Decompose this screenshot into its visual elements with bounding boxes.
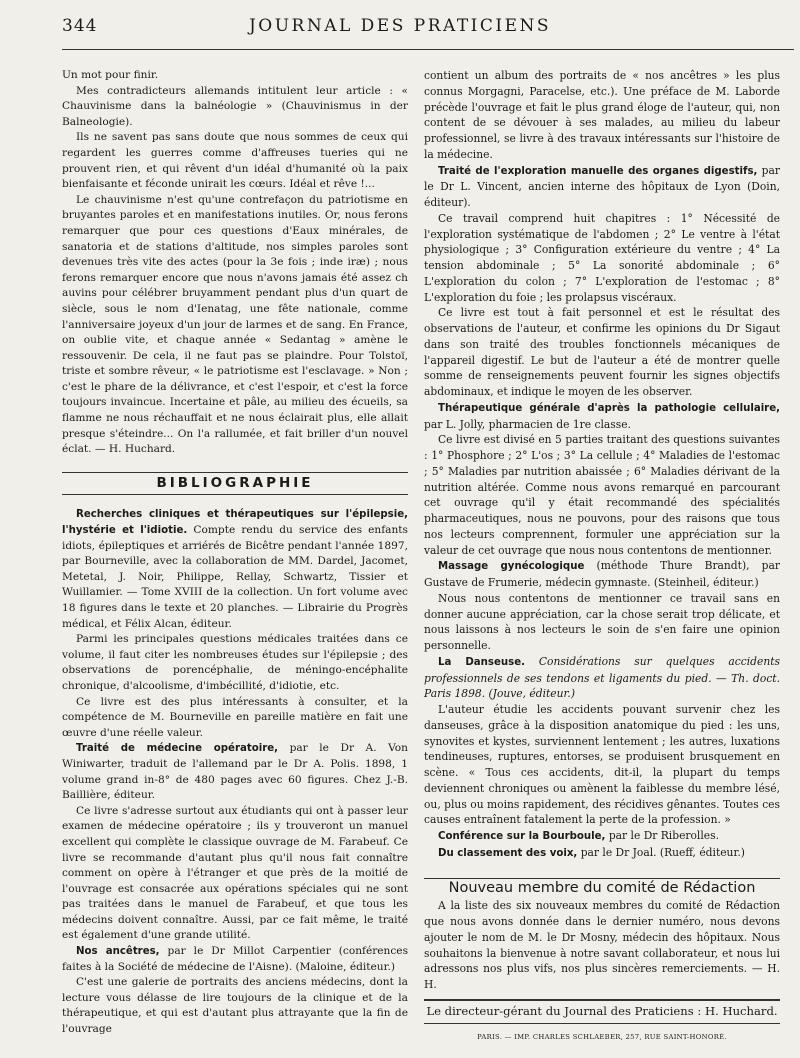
- paragraph: Nous nous contentons de mentionner ce travail sans en donner aucune appréciation, car la chose serait trop délicate, et nous laissons à nos lecteurs le soin de s'en faire une opinion personnelle.: [424, 591, 780, 652]
- bibliography-entry: [424, 828, 780, 845]
- entry-text: Considérations sur quelques accidents professionnels de ses tendons et ligaments du pied. — Th. doct. Paris 1898. (Jouve, éditeur.): [424, 654, 780, 701]
- bibliography-entry: [62, 944, 408, 975]
- page-number: 344: [62, 16, 98, 36]
- entry-text: par le Dr Joal. (Rueff, éditeur.): [580, 845, 745, 859]
- announcement-title: Nouveau membre du comité de Rédaction: [448, 879, 756, 896]
- announcement-text: A la liste des six nouveaux membres du comité de Rédaction que nous avons donnée dans le dernier numéro, nous devons ajouter le nom de M. le Dr Mosny, médecin des hôpitaux. Nous souhaitons la bienvenue à notre savant collaborateur, et nous lui adressons nos plus vifs, nos plus sincères remerciements. — H. H.: [424, 899, 780, 991]
- entry-text: par L. Jolly, pharmacien de 1re classe.: [424, 417, 631, 431]
- paragraph: Ce livre est divisé en 5 parties traitant des questions suivantes : 1° Phosphore ; 2° L'os ; 3° La cellule ; 4° Maladies de l'estomac ; 5° Maladies par nutrition abaissée ; 6° Maladies dérivant de la nutrition altérée. Comme nous avons remarqué en parcourant cet ouvrage qu'il y était recommandé des spécialités pharmaceutiques, nous ne pouvons, pour des raisons que tous nos lecteurs comprennent, formuler une appréciation sur la valeur de cet ouvrage que nous nous contentons de mentionner.: [424, 433, 780, 557]
- right-column: [424, 68, 780, 1045]
- entry-title: La Danseuse.: [438, 656, 526, 668]
- bibliography-entry: [62, 507, 408, 632]
- entry-title: Traité de l'exploration manuelle des organes digestifs,: [438, 165, 758, 177]
- entry-title: Recherches cliniques et thérapeutiques sur l'épilepsie, l'hystérie et l'idiotie.: [62, 509, 408, 537]
- left-column: [62, 68, 408, 1038]
- paragraph: Ce travail comprend huit chapitres : 1° Nécessité de l'exploration systématique de l'abdomen ; 2° Le ventre à l'état physiologique ; 3° Configuration extérieure du ventre ; 4° La tension abdominale ; 5° La sonorité abdominale ; 6° L'exploration du colon ; 7° L'exploration de l'estomac ; 8° L'exploration du foie ; les prolapsus viscéraux.: [424, 211, 780, 304]
- paragraph: L'auteur étudie les accidents pouvant survenir chez les danseuses, grâce à la disposition anatomique du pied : les uns, synovites et kystes, surviennent lentement ; les autres, luxations tendineuses, ruptures, entorses, se produisent brusquement en scène. « Tous ces accidents, dit-il, la plupart du temps deviennent chroniques ou amènent la faiblesse du membre lésé, ou, plus ou moins rapidement, des récidives gênantes. Toutes ces causes entraînent fatalement la perte de la profession. »: [424, 703, 780, 827]
- entry-title: Conférence sur la Bourboule,: [438, 831, 606, 842]
- entry-text: par le Dr Millot Carpentier (conférences faites à la Société de médecine de l'Aisne). (Maloine, éditeur.): [62, 945, 409, 973]
- paragraph: Ce livre est des plus intéressants à consulter, et la compétence de M. Bourneville en pareille matière en fait une œuvre d'une réelle valeur.: [62, 695, 408, 739]
- paragraph: Un mot pour finir.: [62, 69, 159, 81]
- paragraph: Ce livre s'adresse surtout aux étudiants qui ont à passer leur examen de médecine opératoire ; ils y trouveront un manuel excellent qui complète le classique ouvrage de M. Farabeuf. Ce livre se recommande d'autant plus qu'il nous fait connaître comment on opère à l'étranger et que près de la moitié de l'ouvrage est consacrée aux opérations spéciales qui ne sont pas traitées dans le manuel de Farabeuf, et que tous les médecins doivent connaître. Aussi, par ce fait même, le traité est également d'une grande utilité.: [62, 804, 408, 942]
- section-title: BIBLIOGRAPHIE: [62, 472, 408, 496]
- entry-title: Traité de médecine opératoire,: [76, 743, 279, 755]
- bibliography-entry: [424, 654, 780, 702]
- bibliography-entry: [62, 741, 408, 803]
- entry-text: (méthode Thure Brandt), par Gustave de Frumerie, médecin gymnaste. (Steinheil, éditeur.): [424, 559, 780, 589]
- paragraph: C'est une galerie de portraits des anciens médecins, dont la lecture vous délasse de lire toujours de la clinique et de la thérapeutique, et qui est d'autant plus attrayante que la fin de l'ouvrage: [62, 976, 408, 1036]
- bibliography-entry: [424, 845, 780, 862]
- publisher-line: Le directeur-gérant du Journal des Praticiens : H. Huchard.: [424, 999, 780, 1024]
- announcement-box: [424, 878, 780, 993]
- entry-title: Massage gynécologique: [438, 561, 585, 573]
- entry-text: par le Dr Riberolles.: [608, 829, 719, 842]
- header-rule: [62, 49, 794, 50]
- entry-text: par le Dr L. Vincent, ancien interne des hôpitaux de Lyon (Doin, éditeur).: [424, 163, 780, 209]
- bibliography-entry: [424, 163, 780, 211]
- entry-title: Du classement des voix,: [438, 847, 578, 859]
- paragraph: Mes contradicteurs allemands intitulent leur article : « Chauvinisme dans la balnéologie » (Chauvinismus in der Balneologie).: [62, 84, 408, 128]
- printer-line: PARIS. — IMP. CHARLES SCHLAEBER, 257, RUE SAINT-HONORÉ.: [477, 1032, 727, 1041]
- paragraph: Parmi les principales questions médicales traitées dans ce volume, il faut citer les nombreuses études sur l'épilepsie ; des observations de porencéphalie, de méningo-encéphalite chronique, d'alcoolisme, d'imbécillité, d'idiotie, etc.: [62, 633, 408, 692]
- entry-text: par le Dr A. Von Winiwarter, traduit de l'allemand par le Dr A. Polis. 1898, 1 volume grand in-8° de 480 pages avec 60 figures. Chez J.-B. Baillière, éditeur.: [62, 742, 408, 802]
- paragraph: Ils ne savent pas sans doute que nous sommes de ceux qui regardent les guerres comme d'affreuses tueries qui ne prouvent rien, et qui rêvent d'un idéal d'humanité où la paix bienfaisante et féconde unirait les cœurs. Idéal et rêve !...: [62, 131, 408, 191]
- bibliography-entry: [424, 558, 780, 591]
- entry-title: Thérapeutique générale d'après la pathologie cellulaire,: [438, 402, 780, 414]
- bibliography-entry: [424, 400, 780, 433]
- paragraph: Le chauvinisme n'est qu'une contrefaçon du patriotisme en bruyantes paroles et en manifestations inutiles. Or, nous ferons remarquer que pour ces questions d'Eaux minérales, de sanatoria et de stations d'altitude, nos simples paroles sont devenues très vite des actes (pour la 3e fois ; inde iræ) ; nous ferons remarquer encore que nous n'avons jamais été assez ch auvins pour célébrer bruyamment pendant plus d'un quart de siècle, sous le nom d'Ienatag, une fête nationale, comme l'anniversaire joyeux d'un jour de larmes et de sang. En France, on oublie vite, et chaque année « Sedantag » amène le ressouvenir. De cela, il ne faut pas se plaindre. Pour Tolstoï, triste et sombre rêveur, « le patriotisme est l'esclavage. » Non ; c'est le phare de la délivrance, et c'est l'espoir, et c'est la force toujours invaincue. Incertaine et pâle, au milieu des écueils, sa flamme ne nous réchauffait et ne nous éclairait plus, elle allait presque s'éteindre... On l'a rallumée, et fait briller d'un nouvel éclat. — H. Huchard.: [62, 193, 408, 456]
- entry-title: Nos ancêtres,: [76, 946, 160, 958]
- paragraph: Ce livre est tout à fait personnel et est le résultat des observations de l'auteur, et confirme les opinions du Dr Sigaut dans son traité des troubles fonctionnels mécaniques de l'appareil digestif. Le but de l'auteur a été de montrer quelle somme de renseignements peuvent fournir les signes objectifs abdominaux, et indique le moyen de les observer.: [424, 306, 780, 398]
- running-title: JOURNAL DES PRATICIENS: [248, 16, 552, 36]
- entry-text: Compte rendu du service des enfants idiots, épileptiques et arriérés de Bicêtre pendant l'année 1897, par Bourneville, avec la collaboration de MM. Dardel, Jacomet, Metetal, J. Noir, Philippe, Rellay, Schwartz, Tissier et Wuillamier. — Tome XVIII de la collection. Un fort volume avec 18 figures dans le texte et 20 planches. — Librairie du Progrès médical, et Félix Alcan, éditeur.: [62, 524, 408, 630]
- paragraph: contient un album des portraits de « nos ancêtres » les plus connus Morgagni, Paracelse, etc.). Une préface de M. Laborde précède l'ouvrage et fait le plus grand éloge de l'auteur, qui, non content de se dévouer à ses malades, au milieu du labeur professionnel, se livre à des travaux intéressants sur l'histoire de la médecine.: [424, 69, 780, 161]
